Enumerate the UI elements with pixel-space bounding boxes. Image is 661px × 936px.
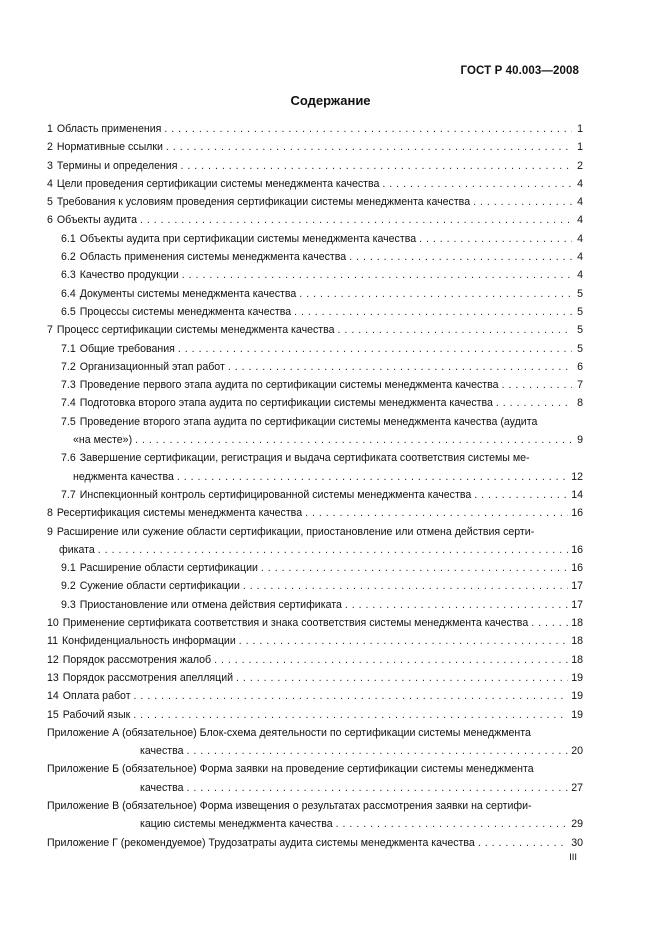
toc-section-title: Рабочий язык (62, 708, 131, 721)
toc-page-number: 14 (571, 488, 583, 501)
toc-entry (47, 577, 583, 595)
toc-section-number: 10 (47, 617, 59, 630)
toc-leader-dots (182, 266, 572, 284)
toc-section-title: Проведение первого этапа аудита по сертификации системы менеджмента качества (79, 379, 499, 392)
toc-section-number: 6.2 (61, 251, 76, 264)
toc-section-number: 12 (47, 653, 59, 666)
toc-entry (47, 211, 583, 229)
toc-page-number: 5 (577, 287, 583, 300)
toc-section-number: 6.3 (61, 269, 76, 282)
toc-section-title: Общие требования (79, 342, 175, 355)
toc-leader-dots (336, 815, 569, 833)
toc-page-number: 4 (577, 177, 583, 190)
toc-leader-dots (474, 486, 568, 504)
toc-leader-dots (164, 120, 572, 138)
toc-section-title: Ресертификация системы менеджмента качества (56, 507, 303, 520)
toc-section-number: 4 (47, 177, 53, 190)
toc-leader-dots (345, 596, 568, 614)
toc-entry (47, 559, 583, 577)
toc-entry (47, 266, 583, 284)
toc-section-number: 13 (47, 671, 59, 684)
toc-section-title-continued: качества (140, 781, 184, 794)
toc-page-number: 1 (577, 141, 583, 154)
toc-page-number: 7 (577, 379, 583, 392)
page-folio: III (569, 852, 577, 863)
toc-entry (47, 321, 583, 339)
toc-entry (47, 120, 583, 138)
toc-line (47, 779, 583, 797)
toc-section-number: 6 (47, 214, 53, 227)
toc-page-number: 5 (577, 305, 583, 318)
toc-entry (47, 285, 583, 303)
toc-entry (47, 486, 583, 504)
toc-line (47, 486, 583, 504)
toc-leader-dots (382, 175, 572, 193)
toc-line (47, 815, 583, 833)
toc-page-number: 2 (577, 159, 583, 172)
toc-line (47, 760, 583, 778)
toc-section-title: Сужение области сертификации (79, 580, 240, 593)
toc-section-title-continued: фиката (59, 543, 95, 556)
toc-section-number: 14 (47, 690, 59, 703)
toc-page-number: 30 (571, 836, 583, 849)
toc-section-title: Термины и определения (56, 159, 178, 172)
toc-leader-dots (419, 230, 572, 248)
toc-leader-dots (133, 706, 568, 724)
toc-section-title: Требования к условиям проведения сертификации системы менеджмента качества (56, 196, 471, 209)
toc-section-number: 2 (47, 141, 53, 154)
toc-section-title: Объекты аудита (56, 214, 137, 227)
toc-section-title: Завершение сертификации, регистрация и выдача сертификата соответствия системы ме- (79, 452, 530, 465)
toc-entry (47, 248, 583, 266)
toc-entry (47, 834, 583, 852)
toc-section-title: Приложение В (обязательное) Форма извещения о результатах рассмотрения заявки на сертифи- (47, 799, 532, 812)
toc-line (47, 321, 583, 339)
toc-entry (47, 193, 583, 211)
toc-entry (47, 614, 583, 632)
toc-section-title: Оплата работ (62, 690, 131, 703)
toc-line (47, 138, 583, 156)
toc-line (47, 724, 583, 742)
toc-leader-dots (299, 285, 572, 303)
toc-section-title: Порядок рассмотрения жалоб (62, 653, 212, 666)
toc-line (47, 394, 583, 412)
toc-leader-dots (187, 779, 569, 797)
toc-entry (47, 687, 583, 705)
toc-section-number: 5 (47, 196, 53, 209)
toc-entry (47, 596, 583, 614)
toc-page-number: 17 (571, 598, 583, 611)
toc-line (47, 834, 583, 852)
toc-page-number: 5 (577, 342, 583, 355)
toc-leader-dots (294, 303, 572, 321)
toc-entry (47, 303, 583, 321)
toc-section-number: 7.4 (61, 397, 76, 410)
toc-leader-dots (496, 394, 572, 412)
toc-section-number: 7.2 (61, 360, 76, 373)
toc-leader-dots (261, 559, 568, 577)
toc-section-number: 3 (47, 159, 53, 172)
toc-entry (47, 394, 583, 412)
toc-section-title: Область применения (56, 123, 162, 135)
toc-line (47, 358, 583, 376)
toc-leader-dots (338, 321, 572, 339)
toc-page-number: 4 (577, 232, 583, 245)
toc-section-number: 7 (47, 324, 53, 337)
toc-line (47, 468, 583, 486)
toc-leader-dots (502, 376, 572, 394)
toc-section-number: 1 (47, 123, 53, 135)
toc-leader-dots (135, 431, 572, 449)
toc-section-title: Конфиденциальность информации (62, 635, 236, 648)
toc-page-number: 4 (577, 214, 583, 227)
toc-section-number: 9.1 (61, 562, 76, 575)
toc-line (47, 742, 583, 760)
toc-line (47, 541, 583, 559)
toc-section-title: Расширение области сертификации (79, 562, 258, 575)
toc-section-number: 9.3 (61, 598, 76, 611)
toc-line (47, 248, 583, 266)
toc-section-title: Процессы системы менеджмента качества (79, 305, 292, 318)
toc-page-number: 5 (577, 324, 583, 337)
toc-line (47, 303, 583, 321)
toc-section-number: 15 (47, 708, 59, 721)
toc-page-number: 27 (571, 781, 583, 794)
toc-section-title: Качество продукции (79, 269, 179, 282)
toc-section-title: Приостановление или отмена действия сертификата (79, 598, 342, 611)
toc-page-number: 6 (577, 360, 583, 373)
toc-section-number: 6.1 (61, 232, 76, 245)
toc-page-number: 16 (571, 507, 583, 520)
toc-section-title: Объекты аудита при сертификации системы менеджмента качества (79, 232, 417, 245)
toc-page-number: 8 (577, 397, 583, 410)
toc-line (47, 376, 583, 394)
toc-line (47, 193, 583, 211)
toc-leader-dots (181, 157, 572, 175)
toc-line (47, 504, 583, 522)
toc-entry (47, 230, 583, 248)
toc-entry (47, 449, 583, 486)
toc-page-number: 16 (571, 562, 583, 575)
toc-leader-dots (166, 138, 572, 156)
toc-section-title: Цели проведения сертификации системы менеджмента качества (56, 177, 380, 190)
toc-section-number: 6.5 (61, 305, 76, 318)
toc-page-number: 18 (571, 635, 583, 648)
toc-entry (47, 138, 583, 156)
toc-line (47, 266, 583, 284)
toc-section-number: 8 (47, 507, 53, 520)
toc-section-title: Процесс сертификации системы менеджмента качества (56, 324, 335, 337)
toc-page-number: 20 (571, 745, 583, 758)
toc-page-number: 4 (577, 251, 583, 264)
toc-entry (47, 760, 583, 797)
toc-page-number: 12 (571, 470, 583, 483)
toc-page-number: 19 (571, 708, 583, 721)
page-title: Содержание (290, 93, 371, 108)
toc-leader-dots (478, 834, 568, 852)
toc-entry (47, 504, 583, 522)
toc-leader-dots (228, 358, 572, 376)
toc-leader-dots (187, 742, 569, 760)
toc-leader-dots (236, 669, 568, 687)
document-standard-number: ГОСТ Р 40.003—2008 (460, 65, 579, 77)
toc-leader-dots (349, 248, 572, 266)
toc-entry (47, 358, 583, 376)
toc-entry (47, 797, 583, 834)
toc-leader-dots (243, 577, 568, 595)
toc-section-title: Инспекционный контроль сертифицированной системы менеджмента качества (79, 488, 472, 501)
toc-line (47, 577, 583, 595)
toc-line (47, 211, 583, 229)
toc-section-title: Расширение или сужение области сертификации, приостановление или отмена действия серти- (56, 525, 535, 538)
toc-page-number: 18 (571, 617, 583, 630)
toc-page-number: 9 (577, 434, 583, 447)
table-of-contents (47, 120, 583, 852)
toc-section-title: Нормативные ссылки (56, 141, 163, 154)
toc-page-number: 19 (571, 690, 583, 703)
toc-line (47, 120, 583, 138)
toc-line (47, 614, 583, 632)
toc-entry (47, 669, 583, 687)
toc-page-number: 17 (571, 580, 583, 593)
toc-section-number: 11 (47, 635, 58, 648)
toc-line (47, 559, 583, 577)
toc-section-title: Приложение Г (рекомендуемое) Трудозатраты аудита системы менеджмента качества (47, 836, 475, 849)
toc-leader-dots (531, 614, 568, 632)
toc-page-number: 18 (571, 653, 583, 666)
toc-section-title: Приложение Б (обязательное) Форма заявки на проведение сертификации системы менеджмента (47, 763, 534, 776)
toc-entry (47, 724, 583, 761)
toc-line (47, 687, 583, 705)
toc-section-number: 7.7 (61, 488, 76, 501)
toc-section-title-continued: качества (140, 745, 184, 758)
toc-line (47, 230, 583, 248)
toc-page-number: 4 (577, 269, 583, 282)
toc-line (47, 669, 583, 687)
toc-line (47, 449, 583, 467)
toc-entry (47, 651, 583, 669)
toc-section-title: Область применения системы менеджмента качества (79, 251, 347, 264)
toc-section-title: Организационный этап работ (79, 360, 225, 373)
toc-section-number: 9.2 (61, 580, 76, 593)
toc-page-number: 4 (577, 196, 583, 209)
toc-entry (47, 413, 583, 450)
toc-section-title: Документы системы менеджмента качества (79, 287, 297, 300)
toc-line (47, 632, 583, 650)
toc-section-title-continued: «на месте») (73, 434, 133, 447)
toc-page-number: 1 (577, 123, 583, 135)
toc-line (47, 523, 583, 541)
toc-page-number: 19 (571, 671, 583, 684)
toc-section-title-continued: неджмента качества (73, 470, 174, 483)
toc-section-title: Порядок рассмотрения апелляций (62, 671, 234, 684)
toc-line (47, 706, 583, 724)
toc-line (47, 413, 583, 431)
toc-section-title: Приложение А (обязательное) Блок-схема деятельности по сертификации системы менеджмента (47, 726, 531, 739)
toc-section-number: 7.6 (61, 452, 76, 465)
toc-line (47, 157, 583, 175)
toc-entry (47, 340, 583, 358)
toc-leader-dots (305, 504, 568, 522)
toc-leader-dots (473, 193, 572, 211)
toc-section-number: 6.4 (61, 287, 76, 300)
toc-leader-dots (239, 632, 568, 650)
toc-leader-dots (134, 687, 569, 705)
toc-leader-dots (178, 340, 572, 358)
toc-entry (47, 523, 583, 560)
toc-page-number: 29 (571, 818, 583, 831)
toc-entry (47, 376, 583, 394)
toc-line (47, 797, 583, 815)
toc-line (47, 431, 583, 449)
toc-entry (47, 632, 583, 650)
toc-line (47, 596, 583, 614)
toc-entry (47, 706, 583, 724)
toc-section-number: 7.3 (61, 379, 76, 392)
toc-leader-dots (98, 541, 568, 559)
toc-entry (47, 157, 583, 175)
toc-section-number: 7.1 (61, 342, 76, 355)
toc-line (47, 651, 583, 669)
toc-section-title: Подготовка второго этапа аудита по сертификации системы менеджмента качества (79, 397, 493, 410)
toc-section-title-continued: кацию системы менеджмента качества (140, 818, 333, 831)
toc-line (47, 285, 583, 303)
toc-leader-dots (177, 468, 568, 486)
toc-section-number: 7.5 (61, 415, 76, 428)
toc-entry (47, 175, 583, 193)
toc-page-number: 16 (571, 543, 583, 556)
toc-section-number: 9 (47, 525, 53, 538)
toc-leader-dots (214, 651, 568, 669)
toc-section-title: Применение сертификата соответствия и знака соответствия системы менеджмента качества (62, 617, 529, 630)
toc-leader-dots (140, 211, 572, 229)
toc-section-title: Проведение второго этапа аудита по сертификации системы менеджмента качества (аудита (79, 415, 538, 428)
toc-line (47, 340, 583, 358)
toc-line (47, 175, 583, 193)
